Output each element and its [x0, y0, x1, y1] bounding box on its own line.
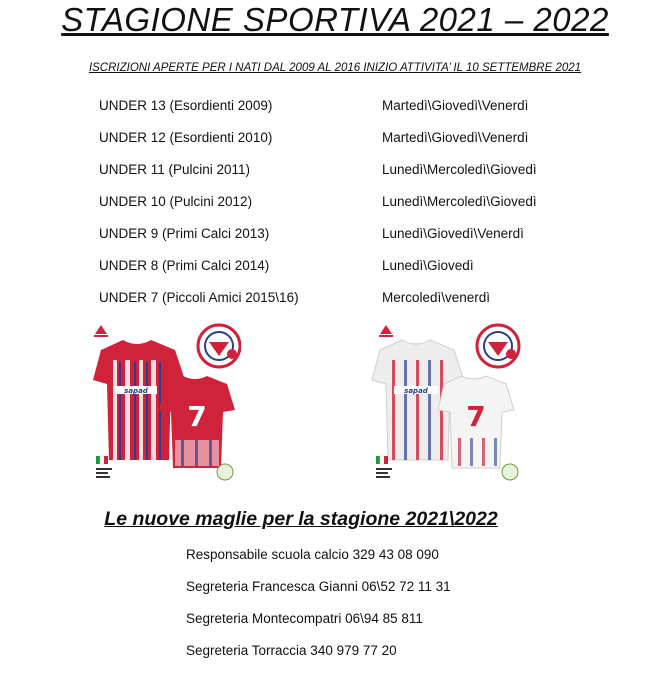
schedule-row	[99, 288, 599, 320]
category-label: UNDER 10 (Pulcini 2012)	[99, 194, 253, 209]
training-days: Lunedì\Mercoledì\Giovedì	[382, 194, 537, 209]
schedule-row	[99, 128, 599, 160]
contact-line: Segreteria Francesca Gianni 06\52 72 11 31	[186, 579, 451, 594]
contact-line: Responsabile scuola calcio 329 43 08 090	[186, 547, 439, 562]
training-days: Lunedì\Giovedì	[382, 258, 474, 273]
registration-notice: ISCRIZIONI APERTE PER I NATI DAL 2009 AL 2016 INIZIO ATTIVITA’ IL 10 SETTEMBRE 2021	[88, 62, 582, 74]
training-days: Martedì\Giovedì\Venerdì	[382, 130, 529, 145]
category-label: UNDER 11 (Pulcini 2011)	[99, 162, 251, 177]
home-jersey-image	[91, 322, 241, 488]
schedule-row	[99, 224, 599, 256]
training-days: Lunedì\Giovedì\Venerdì	[382, 226, 524, 241]
sponsor-text: sapad	[404, 387, 428, 395]
contact-line: Segreteria Torraccia 340 979 77 20	[186, 643, 397, 658]
category-label: UNDER 13 (Esordienti 2009)	[99, 98, 273, 113]
jersey-number: 7	[466, 400, 486, 433]
jersey-caption: Le nuove maglie per la stagione 2021\2022	[104, 508, 498, 530]
away-jersey-image	[370, 322, 522, 488]
category-label: UNDER 7 (Piccoli Amici 2015\16)	[99, 290, 299, 305]
category-label: UNDER 12 (Esordienti 2010)	[99, 130, 273, 145]
training-days: Mercoledì\venerdì	[382, 290, 491, 305]
training-schedule	[99, 96, 599, 320]
contacts-list	[186, 545, 626, 673]
sponsor-text: sapad	[124, 387, 148, 395]
training-days: Lunedì\Mercoledì\Giovedì	[382, 162, 537, 177]
schedule-row	[99, 160, 599, 192]
jersey-number: 7	[187, 400, 207, 433]
category-label: UNDER 9 (Primi Calci 2013)	[99, 226, 270, 241]
category-label: UNDER 8 (Primi Calci 2014)	[99, 258, 270, 273]
schedule-row	[99, 256, 599, 288]
training-days: Martedì\Giovedì\Venerdì	[382, 98, 529, 113]
schedule-row	[99, 192, 599, 224]
contact-line: Segreteria Montecompatri 06\94 85 811	[186, 611, 423, 626]
page-title: STAGIONE SPORTIVA 2021 – 2022	[61, 1, 609, 38]
schedule-row	[99, 96, 599, 128]
